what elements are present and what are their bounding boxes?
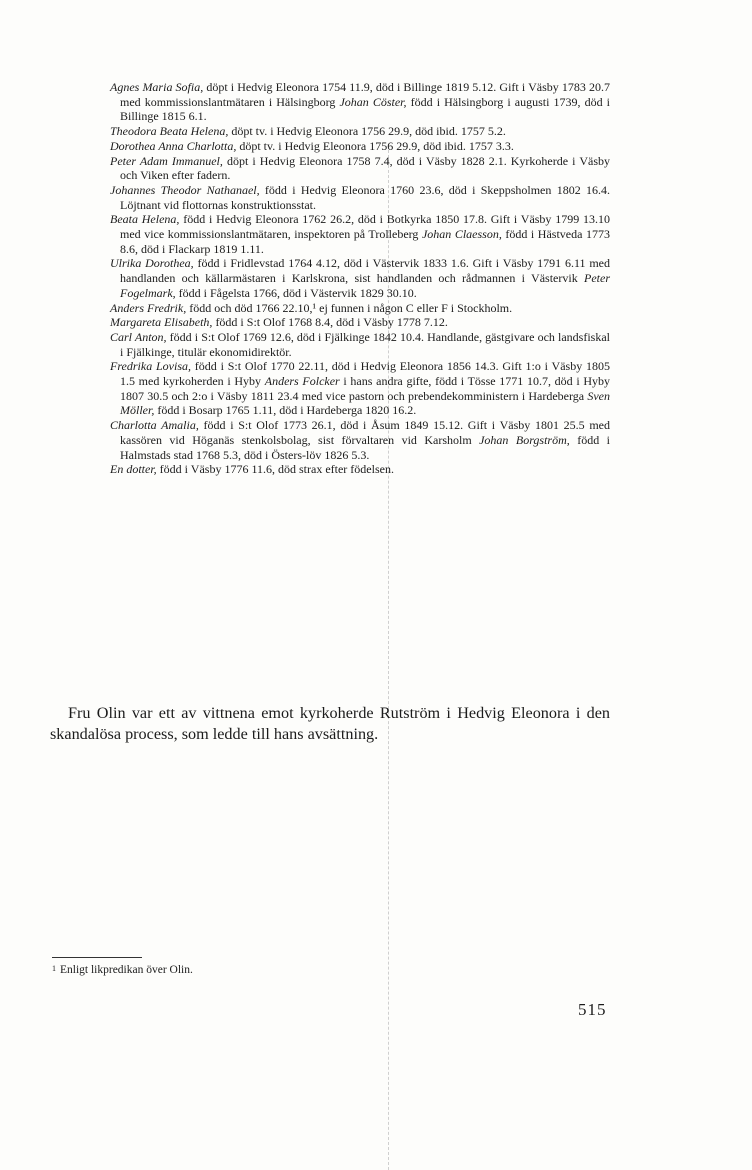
entry-ulrika: Ulrika Dorothea, född i Fridlevstad 1764 4.12, död i Västervik 1833 1.6. Gift i Väsby 1791 6.11 med handlanden och källarmästaren i Karlskrona, sist handlanden och rådmannen i Västervik Peter Fogelmark, född i Fågelsta 1766, död i Västervik 1829 30.10. bbox=[110, 256, 610, 300]
entry-beata: Beata Helena, född i Hedvig Eleonora 1762 26.2, död i Botkyrka 1850 17.8. Gift i Väsby 1799 13.10 med vice kommissionslantmätaren, inspektoren på Trolleberg Johan Claesson, född i Hästveda 1773 8.6, död i Flackarp 1819 1.11. bbox=[110, 212, 610, 256]
entry-fredrika: Fredrika Lovisa, född i S:t Olof 1770 22.11, död i Hedvig Eleonora 1856 14.3. Gift 1:o i Väsby 1805 1.5 med kyrkoherden i Hyby Anders Folcker i hans andra gifte, född i Tösse 1771 10.7, död i Hyby 1807 30.5 och 2:o i Väsby 1811 23.4 med vice pastorn och prebendekomministern i Hardeberga Sven Möller, född i Bosarp 1765 1.11, död i Hardeberga 1820 16.2. bbox=[110, 359, 611, 418]
entry-en-dotter: En dotter, född i Väsby 1776 11.6, död strax efter födelsen. bbox=[110, 462, 394, 477]
entry-anders: Anders Fredrik, född och död 1766 22.10,¹ ej funnen i någon C eller F i Stockholm. bbox=[110, 300, 513, 315]
entry-margareta: Margareta Elisabeth, född i S:t Olof 1768 8.4, död i Väsby 1778 7.12. bbox=[110, 315, 448, 330]
entry-peter: Peter Adam Immanuel, döpt i Hedvig Eleonora 1758 7.4, död i Väsby 1828 2.1. Kyrkoherde i Väsby och Viken efter fadern. bbox=[110, 153, 610, 183]
genealogy-list bbox=[110, 80, 610, 477]
entry-theodora: Theodora Beata Helena, döpt tv. i Hedvig Eleonora 1756 29.9, död ibid. 1757 5.2. bbox=[110, 124, 506, 139]
footnote bbox=[52, 964, 193, 976]
footnote-text: Enligt likpredikan över Olin. bbox=[60, 964, 193, 976]
entry-agnes: Agnes Maria Sofia, döpt i Hedvig Eleonora 1754 11.9, död i Billinge 1819 5.12. Gift i Väsby 1783 20.7 med kommissionslantmätaren i Hälsingborg Johan Cöster, född i Hälsingborg i augusti 1739, död i Billinge 1815 6.1. bbox=[110, 80, 610, 124]
page-number: 515 bbox=[578, 1000, 607, 1019]
body-paragraph: Fru Olin var ett av vittnena emot kyrkoherde Rutström i Hedvig Eleonora i den skandalösa process, som ledde till hans avsättning. bbox=[50, 704, 610, 743]
footnote-rule bbox=[52, 957, 142, 958]
footnote-marker: 1 bbox=[52, 964, 56, 973]
entry-carl: Carl Anton, född i S:t Olof 1769 12.6, död i Fjälkinge 1842 10.4. Handlande, gästgivare och landsfiskal i Fjälkinge, titulär ekonomidirektör. bbox=[110, 329, 610, 359]
entry-charlotta: Charlotta Amalia, född i S:t Olof 1773 26.1, död i Åsum 1849 15.12. Gift i Väsby 1801 25.5 med kassören vid Höganäs stenkolsbolag, sist förvaltaren vid Karsholm Johan Borgström, född i Halmstads stad 1768 5.3, död i Östers-löv 1826 5.3. bbox=[110, 418, 611, 462]
entry-johannes: Johannes Theodor Nathanael, född i Hedvig Eleonora 1760 23.6, död i Skeppsholmen 1802 16.4. Löjtnant vid flottornas konstruktionsstat. bbox=[110, 182, 611, 212]
entry-dorothea: Dorothea Anna Charlotta, döpt tv. i Hedvig Eleonora 1756 29.9, död ibid. 1757 3.3. bbox=[110, 138, 514, 153]
